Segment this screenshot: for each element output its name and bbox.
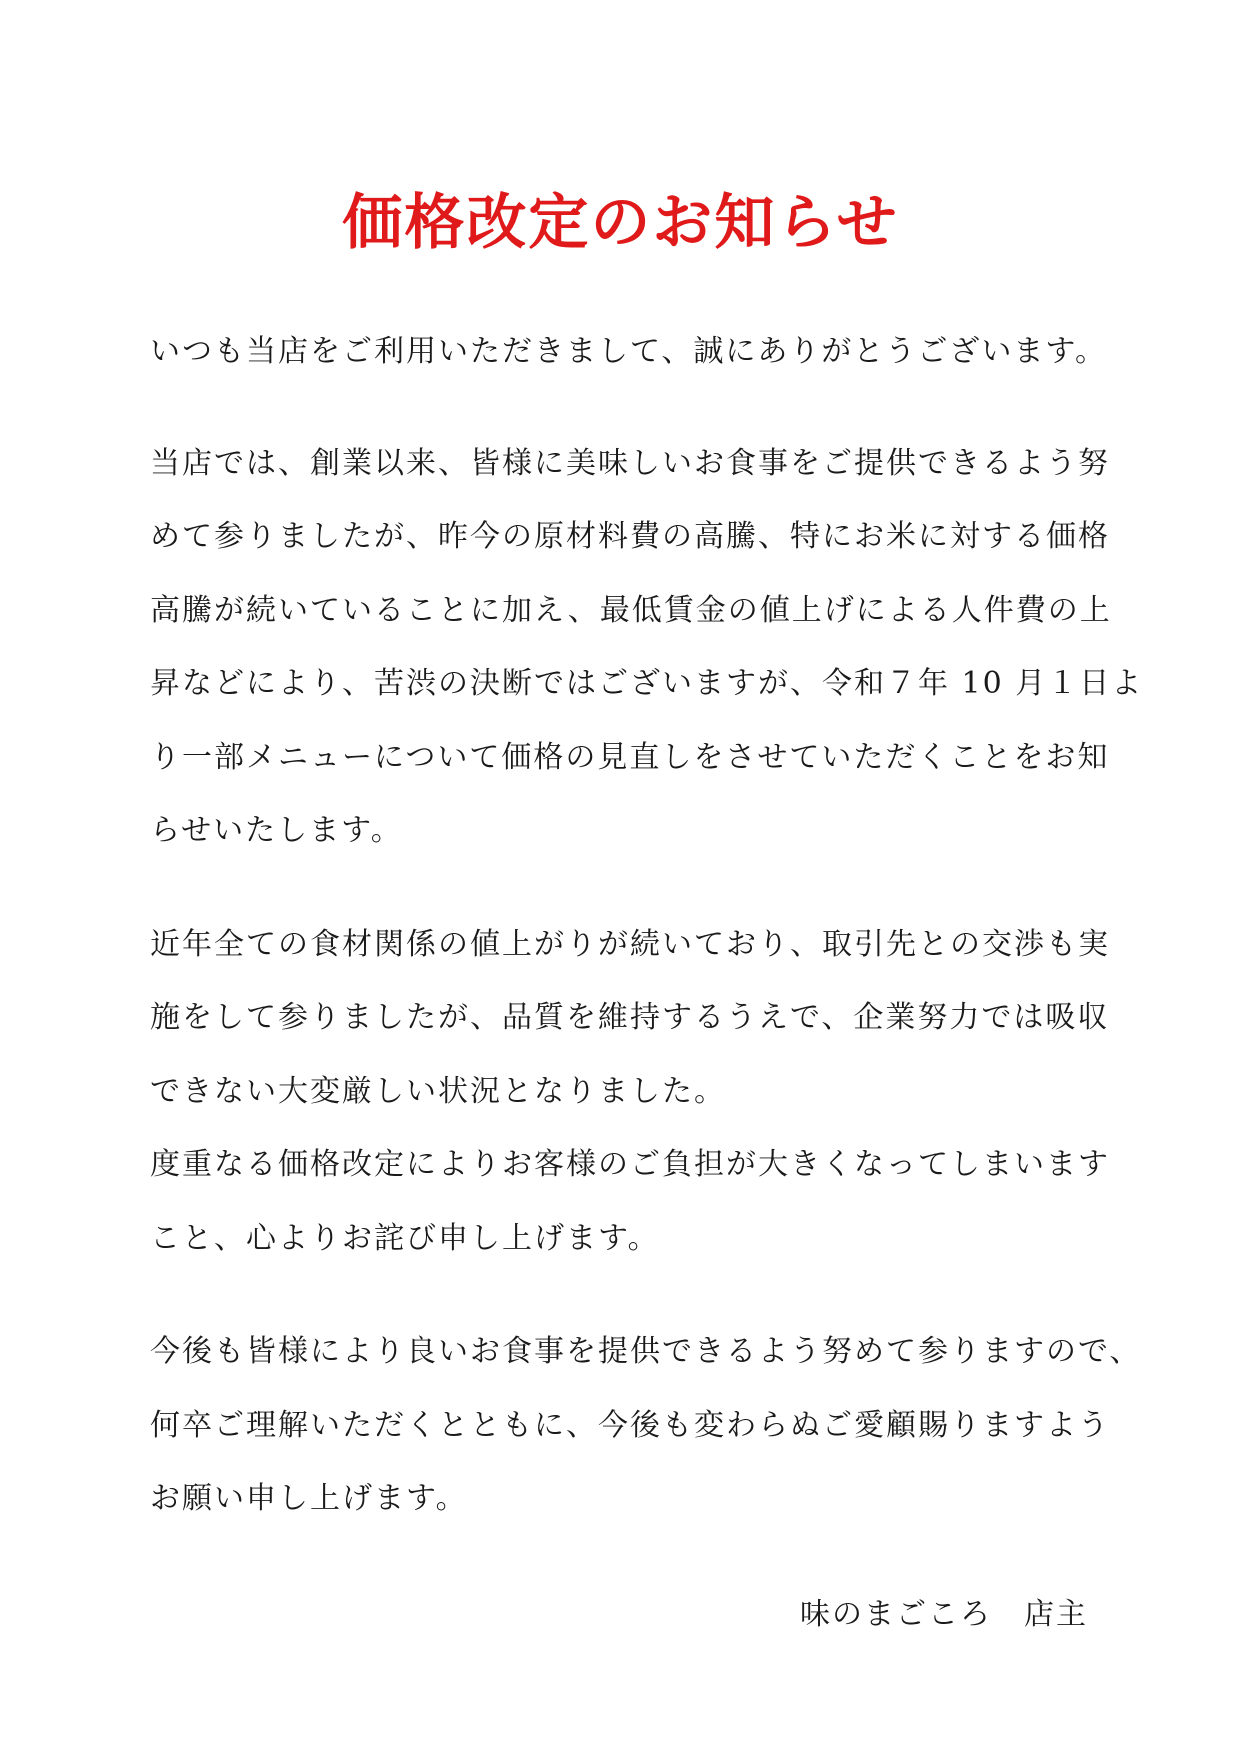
body-line: 当店では、創業以来、皆様に美味しいお食事をご提供できるよう努 [150, 446, 1110, 481]
body-line: こと、心よりお詫び申し上げます。 [150, 1221, 660, 1256]
body-line: 施をして参りましたが、品質を維持するうえで、企業努力では吸収 [150, 1000, 1110, 1035]
body-line: り一部メニューについて価格の見直しをさせていただくことをお知 [150, 740, 1110, 775]
body-line: らせいたします。 [150, 813, 403, 848]
body-line: お願い申し上げます。 [150, 1481, 468, 1516]
body-line: 昇などにより、苦渋の決断ではございますが、令和７年 10 月１日よ [150, 666, 1144, 701]
body-line: めて参りましたが、昨今の原材料費の高騰、特にお米に対する価格 [150, 519, 1110, 554]
signature: 味のまごころ 店主 [800, 1597, 1088, 1632]
body-line: 近年全ての食材関係の値上がりが続いており、取引先との交渉も実 [150, 927, 1110, 962]
body-line: 今後も皆様により良いお食事を提供できるよう努めて参りますので、 [150, 1334, 1142, 1369]
body-line: 度重なる価格改定によりお客様のご負担が大きくなってしまいます [150, 1147, 1110, 1182]
notice-title: 価格改定のお知らせ [342, 188, 899, 258]
body-line: 高騰が続いていることに加え、最低賃金の値上げによる人件費の上 [150, 593, 1112, 628]
body-line: できない大変厳しい状況となりました。 [150, 1074, 726, 1109]
body-line: 何卒ご理解いただくとともに、今後も変わらぬご愛顧賜りますよう [150, 1408, 1110, 1443]
greeting-line: いつも当店をご利用いただきまして、誠にありがとうございます。 [150, 334, 1107, 369]
